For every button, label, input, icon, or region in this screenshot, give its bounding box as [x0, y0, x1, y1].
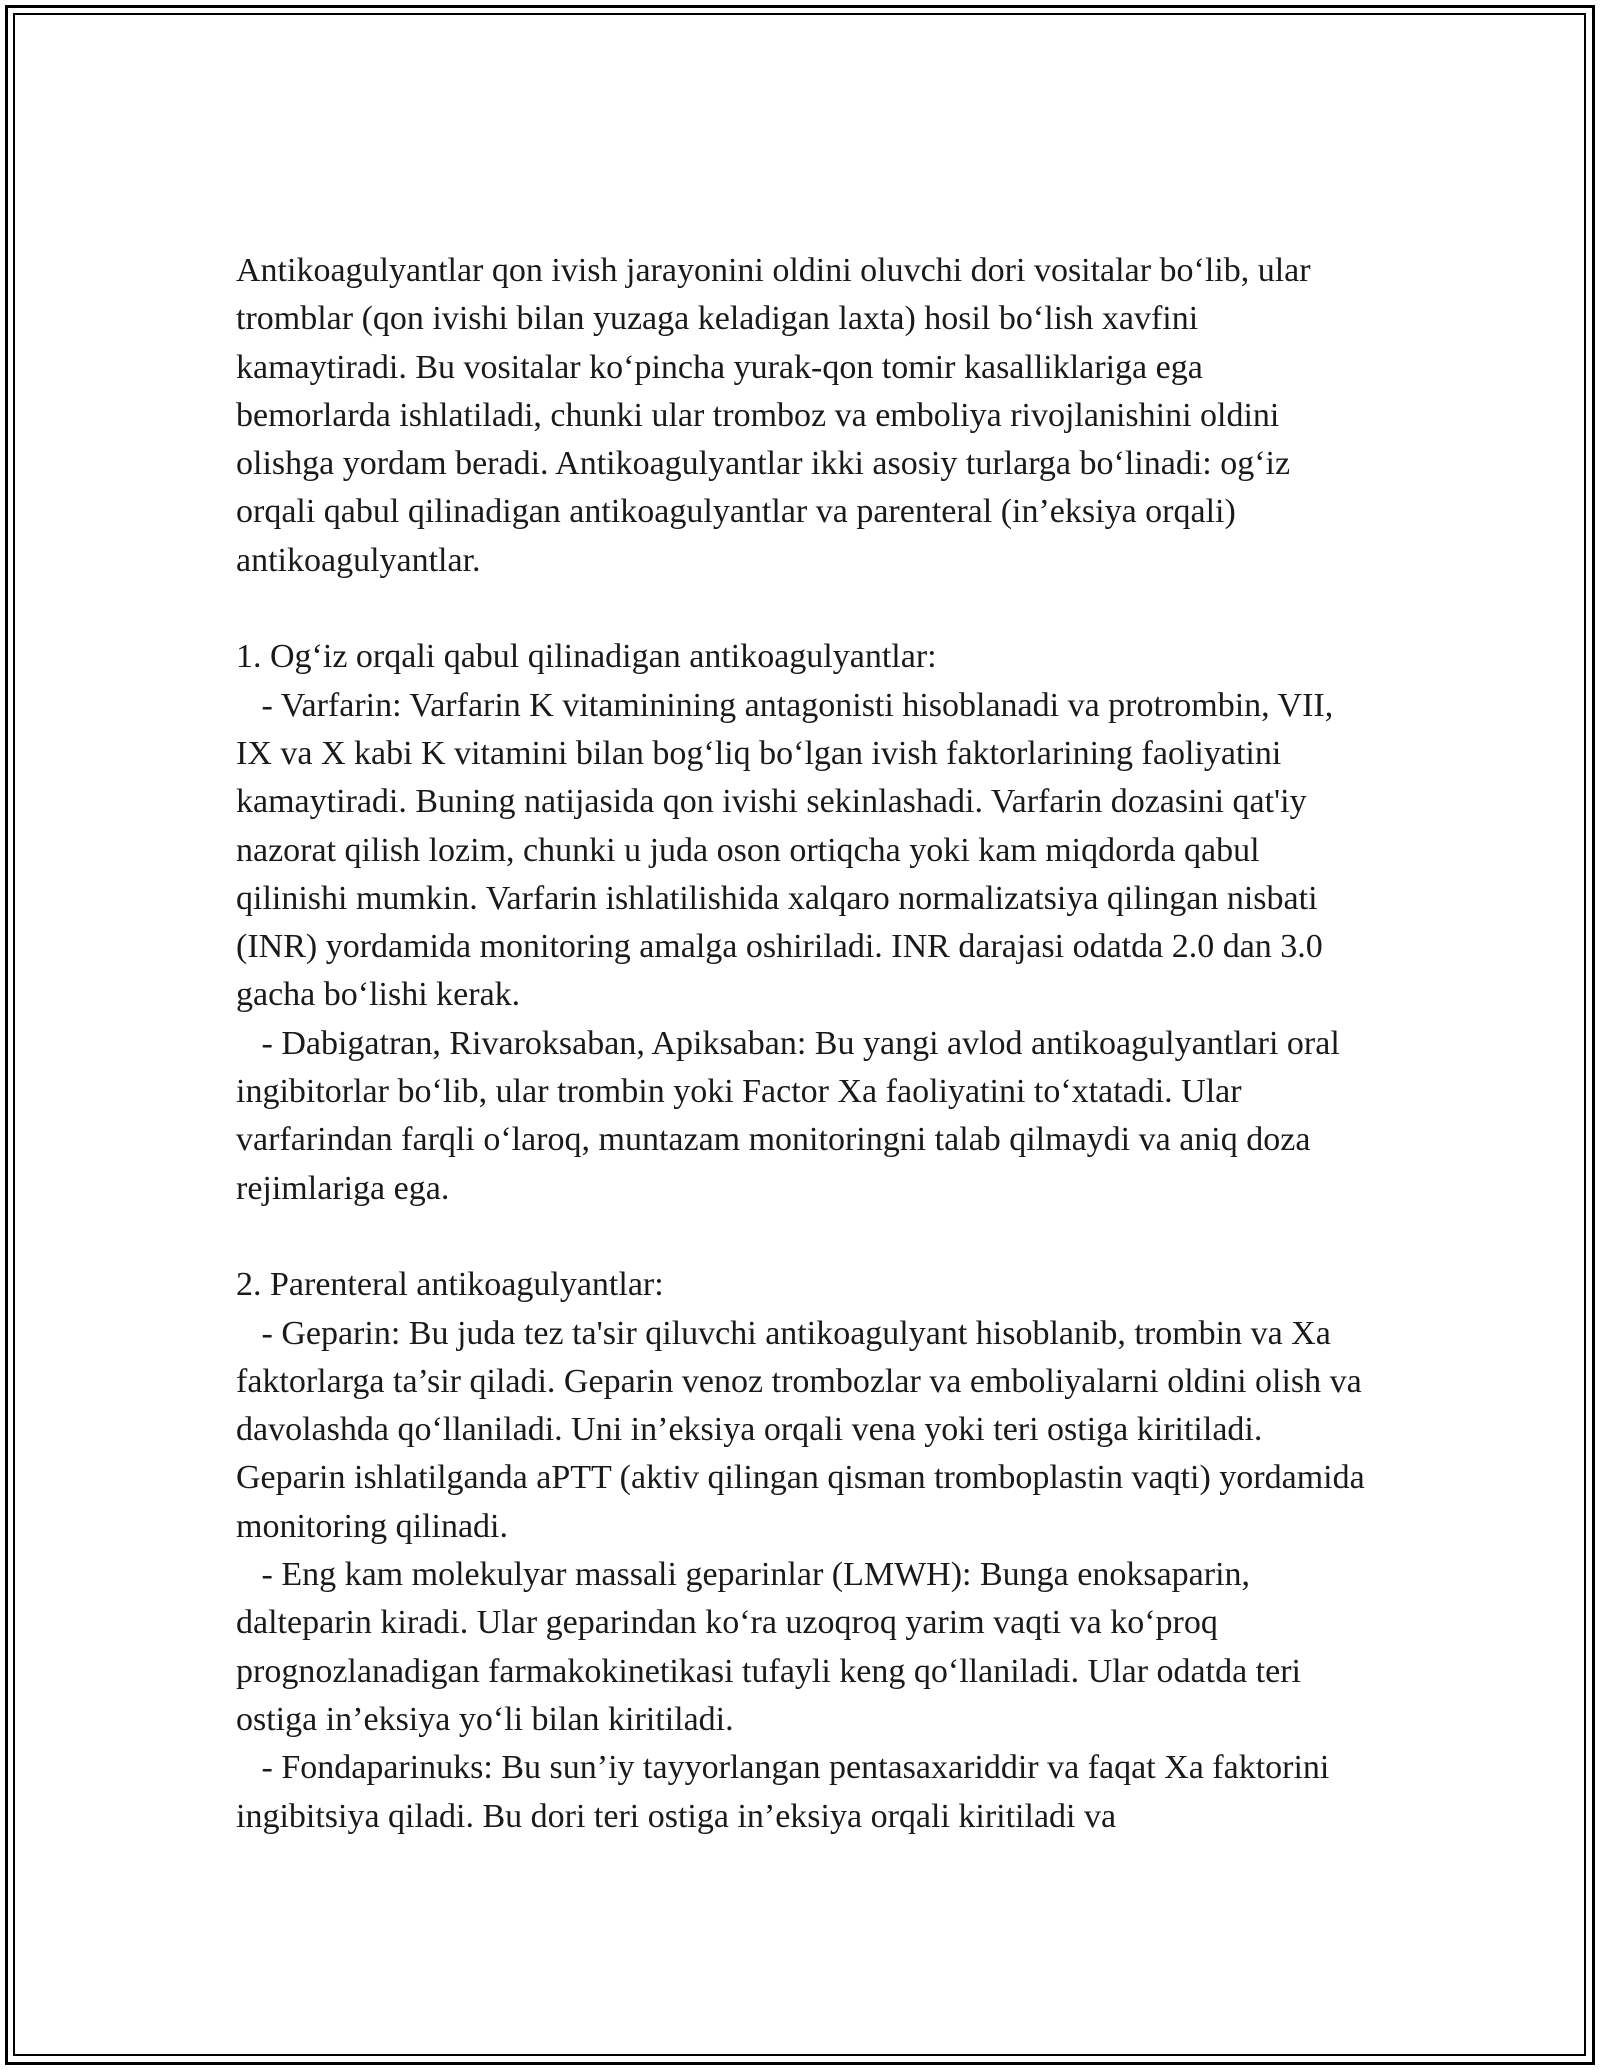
list-item-varfarin: - Varfarin: Varfarin K vitaminining antagonisti hisoblanadi va protrombin, VII, IX va X kabi K vitamini bilan bog‘liq bo‘lgan ivish faktorlarining faoliyatini kamaytiradi. Buning natijasida qon ivishi sekinlashadi. Varfarin dozasini qat'iy nazorat qilish lozim, chunki u juda oson ortiqcha yoki kam miqdorda qabul qilinishi mumkin. Varfarin ishlatilishida xalqaro normalizatsiya qilingan nisbati (INR) yordamida monitoring amalga oshiriladi. INR darajasi odatda 2.0 dan 3.0 gacha bo‘lishi kerak. [236, 686, 1334, 1014]
list-item-geparin: - Geparin: Bu juda tez ta'sir qiluvchi antikoagulyant hisoblanib, trombin va Xa faktorlarga ta’sir qiladi. Geparin venoz trombozlar va emboliyalarni oldini olish va davolashda qo‘llaniladi. Uni in’eksiya orqali vena yoki teri ostiga kiritiladi. Geparin ishlatilganda aPTT (aktiv qilingan qisman tromboplastin vaqti) yordamida monitoring qilinadi. [236, 1314, 1365, 1545]
section-heading: 1. Og‘iz orqali qabul qilinadigan antikoagulyantlar: [236, 638, 937, 676]
list-item-dabigatran: - Dabigatran, Rivaroksaban, Apiksaban: Bu yangi avlod antikoagulyantlari oral ingibitorlar bo‘lib, ular trombin yoki Factor Xa faoliyatini to‘xtatadi. Ular varfarindan farqli o‘laroq, muntazam monitoringni talab qilmaydi va aniq doza rejimlariga ega. [236, 1024, 1340, 1207]
section-parenteral [236, 1261, 1366, 1841]
intro-paragraph: Antikoagulyantlar qon ivish jarayonini oldini oluvchi dori vositalar bo‘lib, ular tromblar (qon ivishi bilan yuzaga keladigan laxta) hosil bo‘lish xavfini kamaytiradi. Bu vositalar ko‘pincha yurak-qon tomir kasalliklariga ega bemorlarda ishlatiladi, chunki ular tromboz va emboliya rivojlanishini oldini olishga yordam beradi. Antikoagulyantlar ikki asosiy turlarga bo‘linadi: og‘iz orqali qabul qilinadigan antikoagulyantlar va parenteral (in’eksiya orqali) antikoagulyantlar. [236, 252, 1311, 579]
list-item-fondaparinuks: - Fondaparinuks: Bu sun’iy tayyorlangan pentasaxariddir va faqat Xa faktorini ingibitsiya qiladi. Bu dori teri ostiga in’eksiya orqali kiritiladi va [236, 1749, 1330, 1835]
section-heading: 2. Parenteral antikoagulyantlar: [236, 1266, 664, 1304]
list-item-lmwh: - Eng kam molekulyar massali geparinlar (LMWH): Bunga enoksaparin, dalteparin kiradi. Ular geparindan ko‘ra uzoqroq yarim vaqti va ko‘proq prognozlanadigan farmakokinetikasi tufayli keng qo‘llaniladi. Ular odatda teri ostiga in’eksiya yo‘li bilan kiritiladi. [236, 1556, 1301, 1738]
document-body [236, 247, 1366, 1841]
paragraph-gap [236, 1213, 1366, 1261]
paragraph-gap [236, 585, 1366, 633]
section-oral [236, 633, 1366, 1213]
